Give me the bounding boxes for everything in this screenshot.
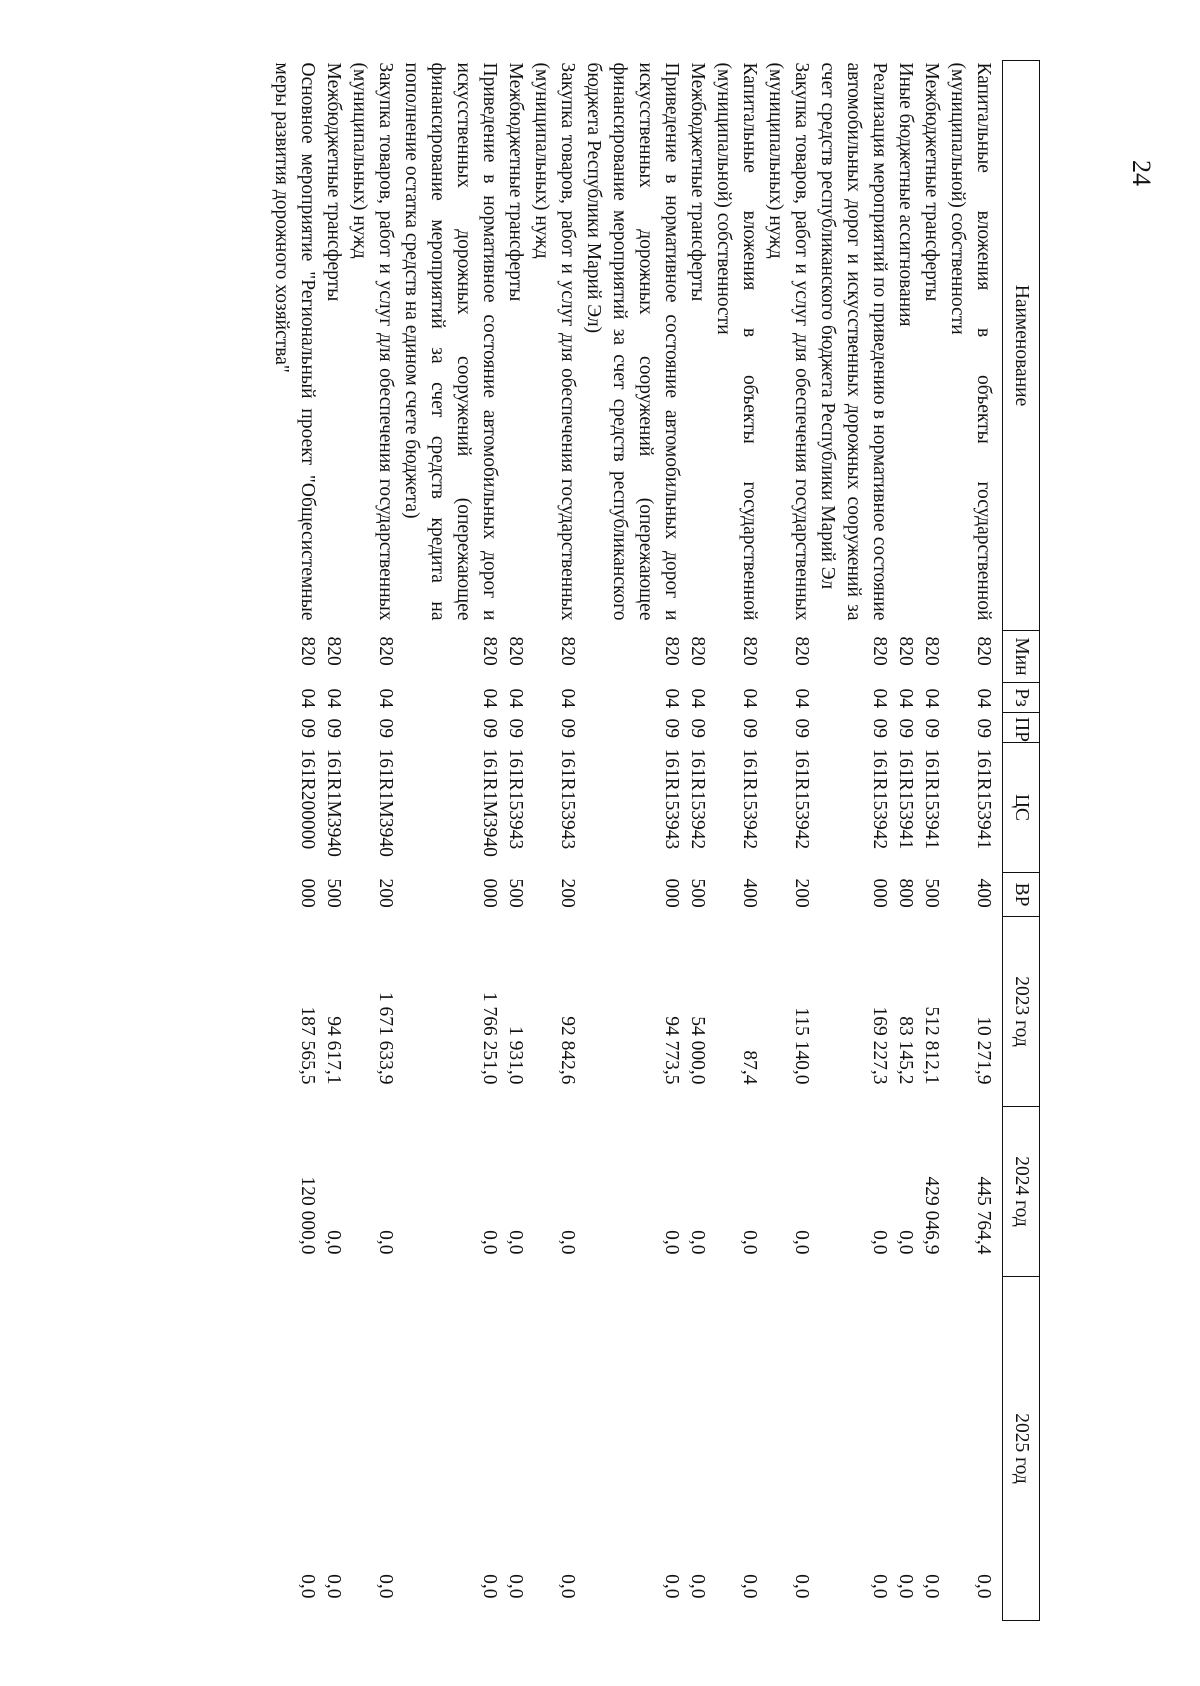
row-2023: 187 565,5 xyxy=(297,1006,318,1085)
row-2025: 0,0 xyxy=(323,1574,344,1599)
header-pr: ПР xyxy=(1003,713,1040,743)
row-pr: 09 xyxy=(973,718,994,738)
row-2023: 1 766 251,0 xyxy=(479,991,500,1085)
row-vr: 200 xyxy=(557,878,578,908)
row-2025: 0,0 xyxy=(687,1574,708,1599)
row-min: 820 xyxy=(505,636,526,666)
row-2023: 94 773,5 xyxy=(661,1016,682,1085)
row-cs: 161R1M3940 xyxy=(375,748,396,857)
row-rz: 04 xyxy=(557,688,578,708)
row-2024: 0,0 xyxy=(375,1230,396,1255)
row-2025: 0,0 xyxy=(297,1574,318,1599)
row-pr: 09 xyxy=(687,718,708,738)
row-2024: 445 764,4 xyxy=(973,1176,994,1255)
row-2023: 92 842,6 xyxy=(557,1016,578,1085)
row-name: Капитальные вложения в объекты государственной (муниципальной) собственности xyxy=(947,62,994,621)
header-2023: 2023 год xyxy=(1003,917,1040,1107)
row-2025: 0,0 xyxy=(661,1574,682,1599)
row-2024: 0,0 xyxy=(557,1230,578,1255)
row-vr: 500 xyxy=(505,878,526,908)
row-vr: 000 xyxy=(297,878,318,908)
table-row xyxy=(528,61,580,1621)
row-2023: 87,4 xyxy=(739,1050,760,1085)
row-rz: 04 xyxy=(687,688,708,708)
row-pr: 09 xyxy=(505,718,526,738)
row-name: Закупка товаров, работ и услуг для обеспечения государственных (муниципальных) нужд xyxy=(765,62,812,621)
row-rz: 04 xyxy=(297,688,318,708)
row-rz: 04 xyxy=(921,688,942,708)
row-min: 820 xyxy=(687,636,708,666)
row-2024: 0,0 xyxy=(661,1230,682,1255)
row-2024: 429 046,9 xyxy=(921,1176,942,1255)
row-pr: 09 xyxy=(297,718,318,738)
table-row xyxy=(320,61,346,1621)
table-row xyxy=(268,61,320,1621)
row-2024: 0,0 xyxy=(687,1230,708,1255)
header-cs: ЦС xyxy=(1003,743,1040,873)
row-2025: 0,0 xyxy=(479,1574,500,1599)
row-vr: 400 xyxy=(973,878,994,908)
row-name: Межбюджетные трансферты xyxy=(687,62,708,302)
row-cs: 161R153942 xyxy=(687,748,708,850)
table-row xyxy=(892,61,918,1621)
row-2025: 0,0 xyxy=(739,1574,760,1599)
header-min: Мин xyxy=(1003,631,1040,683)
row-2023: 512 812,1 xyxy=(921,1006,942,1085)
row-cs: 161R153941 xyxy=(973,748,994,850)
header-rz: Рз xyxy=(1003,683,1040,713)
row-vr: 000 xyxy=(869,878,890,908)
row-cs: 161R153942 xyxy=(869,748,890,850)
row-2025: 0,0 xyxy=(869,1574,890,1599)
row-min: 820 xyxy=(921,636,942,666)
table-row xyxy=(398,61,502,1621)
header-name: Наименование xyxy=(1003,61,1040,631)
row-min: 820 xyxy=(791,636,812,666)
row-2024: 0,0 xyxy=(739,1230,760,1255)
row-vr: 000 xyxy=(661,878,682,908)
row-2025: 0,0 xyxy=(791,1574,812,1599)
row-pr: 09 xyxy=(895,718,916,738)
row-rz: 04 xyxy=(869,688,890,708)
row-rz: 04 xyxy=(479,688,500,708)
row-min: 820 xyxy=(323,636,344,666)
row-rz: 04 xyxy=(791,688,812,708)
table-header-row xyxy=(1003,61,1040,1621)
row-name: Капитальные вложения в объекты государственной (муниципальной) собственности xyxy=(713,62,760,621)
budget-table-sheet xyxy=(180,60,1040,1620)
header-vr: ВР xyxy=(1003,873,1040,917)
row-min: 820 xyxy=(557,636,578,666)
table-row xyxy=(762,61,814,1621)
table-row xyxy=(944,61,1003,1621)
row-cs: 161R153942 xyxy=(791,748,812,850)
budget-table xyxy=(268,60,1040,1621)
table-row xyxy=(580,61,684,1621)
row-2024: 0,0 xyxy=(895,1230,916,1255)
row-cs: 161R153943 xyxy=(661,748,682,850)
page-number: 24 xyxy=(1127,160,1156,186)
row-vr: 200 xyxy=(791,878,812,908)
row-pr: 09 xyxy=(557,718,578,738)
row-min: 820 xyxy=(869,636,890,666)
row-cs: 161R200000 xyxy=(297,748,318,850)
row-pr: 09 xyxy=(791,718,812,738)
row-2025: 0,0 xyxy=(505,1574,526,1599)
row-name: Закупка товаров, работ и услуг для обеспечения государственных (муниципальных) нужд xyxy=(349,62,396,621)
row-2024: 120 000,0 xyxy=(297,1176,318,1255)
row-rz: 04 xyxy=(895,688,916,708)
row-2025: 0,0 xyxy=(921,1574,942,1599)
row-2023: 10 271,9 xyxy=(973,1016,994,1085)
table-row xyxy=(502,61,528,1621)
row-min: 820 xyxy=(739,636,760,666)
row-pr: 09 xyxy=(375,718,396,738)
row-min: 820 xyxy=(375,636,396,666)
row-rz: 04 xyxy=(375,688,396,708)
header-2025: 2025 год xyxy=(1003,1277,1040,1621)
row-2023: 83 145,2 xyxy=(895,1016,916,1085)
row-cs: 161R1M3940 xyxy=(323,748,344,857)
row-2025: 0,0 xyxy=(895,1574,916,1599)
row-name: Основное мероприятие "Региональный проект "Общесистемные меры развития дорожного хозяйства" xyxy=(271,62,318,621)
row-2023: 94 617,1 xyxy=(323,1016,344,1085)
row-2023: 1 671 633,9 xyxy=(375,991,396,1085)
row-name: Межбюджетные трансферты xyxy=(921,62,942,302)
table-row xyxy=(814,61,892,1621)
table-row xyxy=(710,61,762,1621)
row-2024: 0,0 xyxy=(791,1230,812,1255)
row-cs: 161R153941 xyxy=(895,748,916,850)
row-name: Иные бюджетные ассигнования xyxy=(895,62,916,327)
row-pr: 09 xyxy=(739,718,760,738)
table-row xyxy=(346,61,398,1621)
row-pr: 09 xyxy=(323,718,344,738)
row-name: Закупка товаров, работ и услуг для обеспечения государственных (муниципальных) нужд xyxy=(531,62,578,621)
row-cs: 161R153943 xyxy=(505,748,526,850)
row-pr: 09 xyxy=(479,718,500,738)
row-pr: 09 xyxy=(921,718,942,738)
row-2023: 115 140,0 xyxy=(791,1007,812,1085)
row-2024: 0,0 xyxy=(323,1230,344,1255)
row-name: Межбюджетные трансферты xyxy=(323,62,344,302)
row-vr: 500 xyxy=(921,878,942,908)
row-2024: 0,0 xyxy=(479,1230,500,1255)
row-pr: 09 xyxy=(869,718,890,738)
row-name: Приведение в нормативное состояние автомобильных дорог и искусственных дорожных сооружений (опережающее финансирование мероприятий за счет средств республиканского бюджета Республики Марий Эл) xyxy=(583,62,682,621)
row-2025: 0,0 xyxy=(557,1574,578,1599)
row-cs: 161R1M3940 xyxy=(479,748,500,857)
row-rz: 04 xyxy=(973,688,994,708)
row-2024: 0,0 xyxy=(869,1230,890,1255)
table-row xyxy=(918,61,944,1621)
row-2023: 1 931,0 xyxy=(505,1026,526,1085)
header-2024: 2024 год xyxy=(1003,1107,1040,1277)
row-rz: 04 xyxy=(323,688,344,708)
row-rz: 04 xyxy=(739,688,760,708)
row-2025: 0,0 xyxy=(375,1574,396,1599)
row-cs: 161R153942 xyxy=(739,748,760,850)
row-name: Приведение в нормативное состояние автомобильных дорог и искусственных дорожных сооружений (опережающее финансирование мероприятий за счет средств кредита на пополнение остатка средств на едином счете бюджета) xyxy=(401,62,500,621)
row-2024: 0,0 xyxy=(505,1230,526,1255)
table-row xyxy=(684,61,710,1621)
row-min: 820 xyxy=(973,636,994,666)
row-cs: 161R153941 xyxy=(921,748,942,850)
row-vr: 500 xyxy=(687,878,708,908)
row-2023: 169 227,3 xyxy=(869,1006,890,1085)
row-vr: 200 xyxy=(375,878,396,908)
row-cs: 161R153943 xyxy=(557,748,578,850)
row-pr: 09 xyxy=(661,718,682,738)
row-vr: 000 xyxy=(479,878,500,908)
row-2023: 54 000,0 xyxy=(687,1016,708,1085)
row-min: 820 xyxy=(895,636,916,666)
row-vr: 400 xyxy=(739,878,760,908)
row-rz: 04 xyxy=(505,688,526,708)
row-min: 820 xyxy=(661,636,682,666)
row-vr: 500 xyxy=(323,878,344,908)
row-name: Межбюджетные трансферты xyxy=(505,62,526,302)
row-vr: 800 xyxy=(895,878,916,908)
row-min: 820 xyxy=(479,636,500,666)
row-rz: 04 xyxy=(661,688,682,708)
row-name: Реализация мероприятий по приведению в нормативное состояние автомобильных дорог и искусственных дорожных сооружений за счет средств республиканского бюджета Республики Марий Эл xyxy=(817,62,890,621)
row-min: 820 xyxy=(297,636,318,666)
row-2025: 0,0 xyxy=(973,1574,994,1599)
